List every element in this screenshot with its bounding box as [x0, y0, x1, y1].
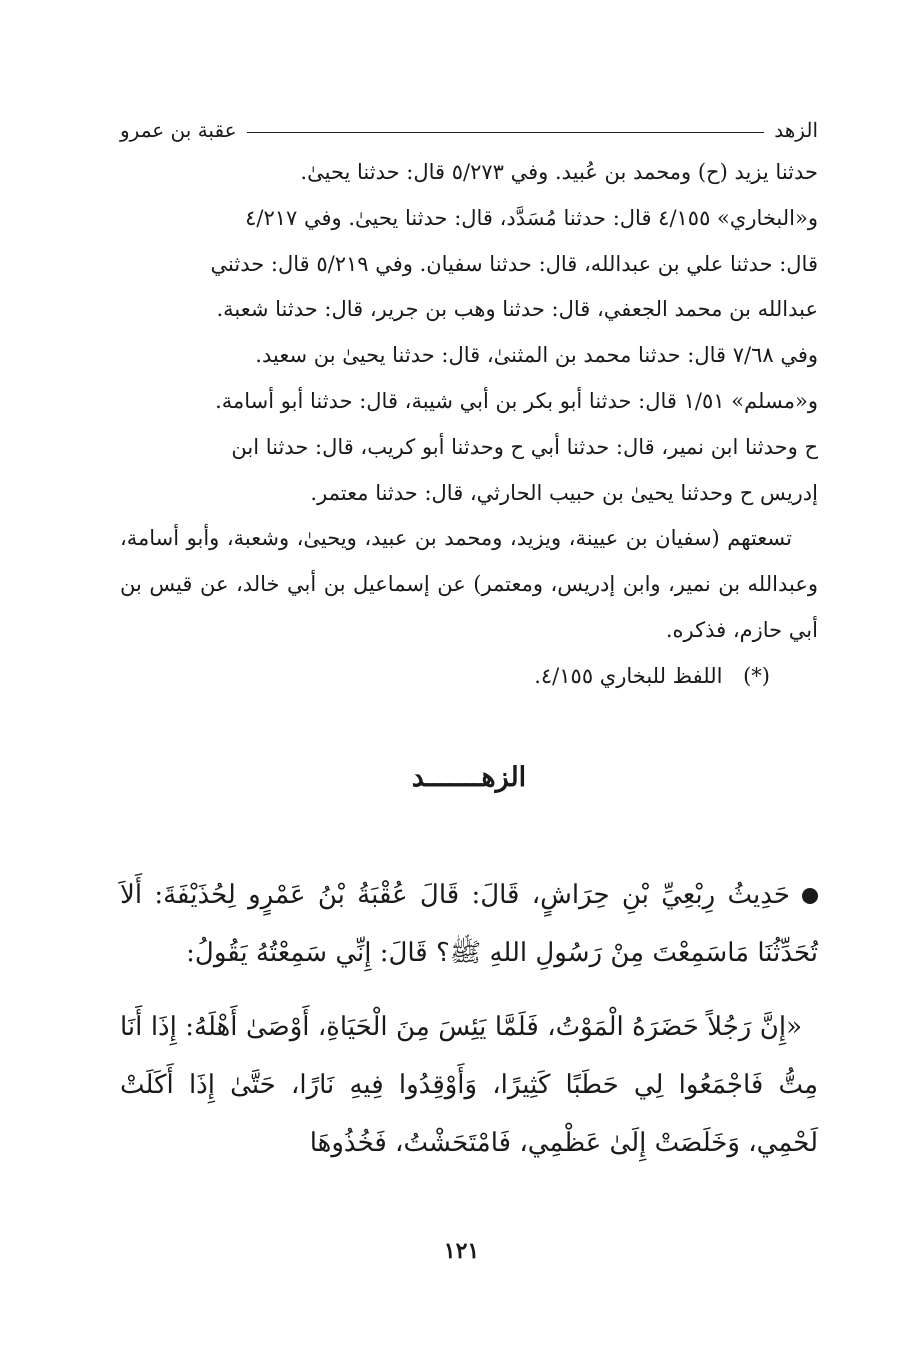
reference-line: و«البخاري» ٤/١٥٥ قال: حدثنا مُسَدَّد، قال: حدثنا يحيىٰ. وفي ٤/٢١٧ — [245, 205, 818, 230]
header-chapter-title: الزهد — [774, 118, 818, 142]
hadith-text: «إِنَّ رَجُلاً حَضَرَهُ الْمَوْتُ، فَلَمَّا يَئِسَ مِنَ الْحَيَاةِ، أَوْصَىٰ أَهْلَهُ: إِذَا أَنَا مِتُّ فَاجْمَعُوا لِي حَطَبًا كَثِيرًا، وَأَوْقِدُوا فِيهِ نَارًا، حَتَّىٰ إِذَا أَكَلَتْ لَحْمِي، وَخَلَصَتْ إِلَىٰ عَظْمِي، فَامْتَحَشْتُ، فَخُذُوهَا — [120, 1012, 818, 1158]
header-rule — [247, 132, 765, 133]
header-companion-name: عقبة بن عمرو — [120, 118, 237, 142]
hadith-intro-text: حَدِيثُ رِبْعِيِّ بْنِ حِرَاشٍ، قَالَ: قَالَ عُقْبَةُ بْنُ عَمْرٍو لِحُذَيْفَةَ: أَلاَ تُحَدِّثُنَا مَاسَمِعْتَ مِنْ رَسُولِ اللهِ ﷺ؟ قَالَ: إِنِّي سَمِعْتُهُ يَقُولُ: — [120, 880, 818, 968]
reference-line: عبدالله بن محمد الجعفي، قال: حدثنا وهب بن جرير، قال: حدثنا شعبة. — [216, 297, 818, 322]
bullet-icon — [802, 888, 818, 904]
narrators-summary: تسعتهم (سفيان بن عيينة، ويزيد، ومحمد بن عبيد، ويحيىٰ، وشعبة، وأبو أسامة، وعبدالله بن نمير، وابن إدريس، ومعتمر) عن إسماعيل بن أبي خالد، عن قيس بن أبي حازم، فذكره. — [120, 526, 818, 642]
hadith-block — [120, 866, 818, 1172]
reference-line: وفي ٧/٦٨ قال: حدثنا محمد بن المثنىٰ، قال: حدثنا يحيىٰ بن سعيد. — [255, 343, 818, 368]
footnote-mark: (*) — [743, 663, 770, 688]
references-block — [120, 150, 818, 700]
reference-line: حدثنا يزيد (ح) ومحمد بن عُبيد. وفي ٥/٢٧٣ قال: حدثنا يحيىٰ. — [300, 160, 818, 184]
reference-line: إدريس ح وحدثنا يحيىٰ بن حبيب الحارثي، قال: حدثنا معتمر. — [310, 480, 818, 505]
reference-line: و«مسلم» ١/٥١ قال: حدثنا أبو بكر بن أبي شيبة، قال: حدثنا أبو أسامة. — [215, 388, 818, 413]
running-header — [120, 116, 818, 144]
footnote-text: اللفظ للبخاري ٤/١٥٥. — [534, 663, 723, 688]
section-title: الزهـــــــد — [411, 762, 527, 793]
page-number: ١٢١ — [443, 1238, 480, 1264]
reference-line: ح وحدثنا ابن نمير، قال: حدثنا أبي ح وحدثنا أبو كريب، قال: حدثنا ابن — [231, 434, 818, 459]
reference-line: قال: حدثنا علي بن عبدالله، قال: حدثنا سفيان. وفي ٥/٢١٩ قال: حدثني — [210, 251, 818, 276]
hadith-intro — [120, 866, 818, 982]
footnote — [120, 654, 818, 700]
